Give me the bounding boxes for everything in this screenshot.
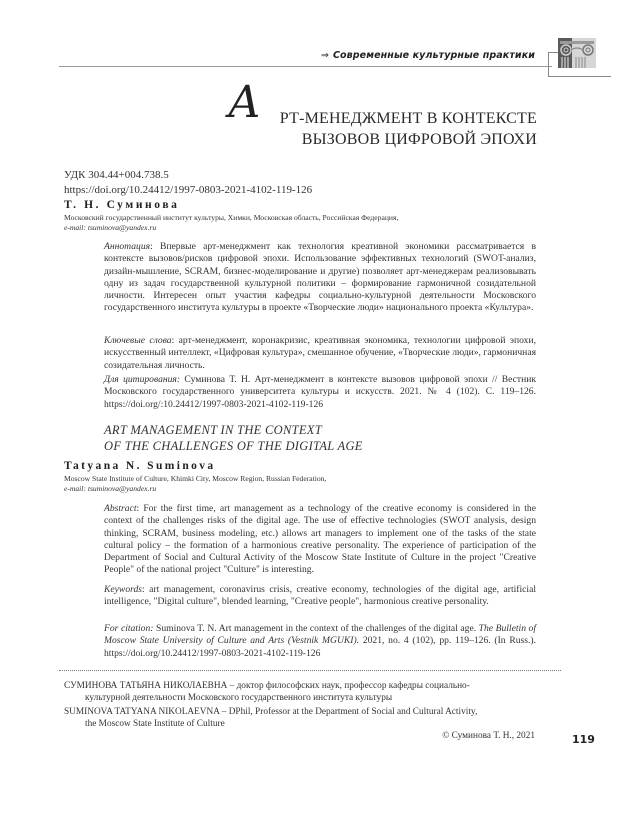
running-header [321, 50, 535, 61]
citation-en [104, 623, 536, 660]
annotation-ru [104, 241, 536, 315]
journal-name: The Bulletin of Moscow State University of Culture and Arts (Vestnik MGUKI). [104, 623, 536, 647]
citation-en-tail: 2021, no. 4 (102), pp. 119–126. (In Russ.). https://doi.org/10.24412/1997-0803-2021-4102-119-126 [104, 635, 536, 659]
keywords-en-text: : art management, coronavirus crisis, creative economy, technologies of the digital age, artificial intelligence, "Digital culture", blended learning, "Creative people", harmonious creative personality. [104, 584, 536, 608]
title-en-line-1: ART MANAGEMENT IN THE CONTEXT [104, 423, 322, 437]
page-number: 119 [572, 733, 595, 746]
bio-en-rest: the Moscow State Institute of Culture [85, 719, 225, 729]
doi-link[interactable]: https://doi.org/10.24412/1997-0803-2021-4102-119-126 [64, 184, 313, 196]
udk: УДК 304.44+004.738.5 [64, 169, 169, 181]
email-link[interactable]: tsuminova@yandex.ru [87, 223, 157, 232]
annotation-text: : Впервые арт-менеджмент как технология креативной экономики рассматривается в контексте вызовов/рисков цифровой эпохи. Использование эффективных технологий (SWOT-анализ, дизайн-мышление, SCRAM, бизнес-моделирование и другие) позволяет арт-менеджерам реализовывать одну из задач государственной культурной политики – формирование гармоничной созидательной личности. Интересен опыт участия кафедры социально-культурной деятельности Московского государственного института культуры в проекте «Творческие люди» национального проекта «Культура». [104, 241, 536, 314]
dotted-separator [59, 670, 561, 671]
citation-text: Суминова Т. Н. Арт-менеджмент в контексте вызовов цифровой эпохи // Вестник Московского государственного университета культуры и искусств. 2021. № 4 (102). С. 119–126. https://doi.org/:10.24412/1997-0803-2021-4102-119-126 [104, 374, 536, 410]
affiliation-en-text: Moscow State Institute of Culture, Khimki City, Moscow Region, Russian Federation, [64, 474, 327, 483]
header-rule [59, 66, 552, 67]
author-name-en: Tatyana N. Suminova [64, 460, 216, 472]
email-link-en[interactable]: tsuminova@yandex.ru [87, 484, 157, 493]
author-bio-ru [64, 680, 534, 704]
keywords-ru [104, 335, 536, 372]
title-line-2: ВЫЗОВОВ ЦИФРОВОЙ ЭПОХИ [301, 131, 537, 148]
email-label: e-mail: [64, 223, 86, 232]
affiliation-text: Московский государственный институт культуры, Химки, Московская область, Российская Федерация, [64, 213, 399, 222]
keywords-en-label: Keywords [104, 584, 143, 595]
keywords-en [104, 584, 536, 609]
section-title: Современные культурные практики [332, 50, 535, 61]
author-affiliation-en [64, 474, 326, 494]
abstract-en [104, 503, 536, 577]
article-title-en [104, 423, 363, 454]
title-line-1: РТ-МЕНЕДЖМЕНТ В КОНТЕКСТЕ [279, 110, 537, 127]
abstract-label: Abstract [104, 503, 137, 514]
ionic-column-capital-icon [558, 38, 596, 68]
keywords-text: : арт-менеджмент, коронакризис, креативная экономика, технологии цифровой эпохи, искусственный интеллект, «Цифровая культура», смешанное обучение, «Творческие люди», гармоничная созидательная личность. [104, 335, 536, 371]
author-bio-en [64, 706, 534, 730]
citation-en-text: Suminova T. N. Art management in the context of the challenges of the digital age. [153, 623, 479, 634]
citation-label: Для цитирования: [104, 374, 181, 385]
title-en-line-2: OF THE CHALLENGES OF THE DIGITAL AGE [104, 438, 363, 453]
copyright: © Суминова Т. Н., 2021 [442, 731, 535, 741]
author-name-ru: Т. Н. Суминова [64, 199, 180, 211]
citation-en-label: For citation: [104, 623, 154, 634]
bio-ru-rest: культурной деятельности Московского государственного института культуры [85, 693, 393, 703]
keywords-label: Ключевые слова [104, 335, 172, 346]
abstract-text: : For the first time, art management as a technology of the creative economy is considered in the context of the challenges risks of the digital age. The use of effective technologies (SWOT analysis, design thinking, SCRAM, business modeling, etc.) allows art managers to implement one of the tasks of the state cultural policy – the formation of a harmonious creative personality. The experience of participation of the Department of Social and Cultural Activity of the Moscow State Institute of Culture in the project "Creative People" of the national project "Culture" is interesting. [104, 503, 536, 576]
udk-doi [64, 168, 312, 198]
bio-en-first: SUMINOVA TATYANA NIKOLAEVNA – DPhil, Professor at the Department of Social and Cultural Activity, [64, 707, 478, 717]
article-title-ru [227, 77, 537, 150]
title-drop-cap: А [227, 77, 262, 128]
author-affiliation-ru [64, 213, 398, 233]
citation-ru [104, 374, 536, 411]
email-label-en: e-mail: [64, 484, 86, 493]
arrow-icon: ⇒ [320, 50, 329, 61]
annotation-label: Аннотация [104, 241, 151, 252]
bio-ru-first: СУМИНОВА ТАТЬЯНА НИКОЛАЕВНА – доктор философских наук, профессор кафедры социально- [64, 681, 470, 691]
